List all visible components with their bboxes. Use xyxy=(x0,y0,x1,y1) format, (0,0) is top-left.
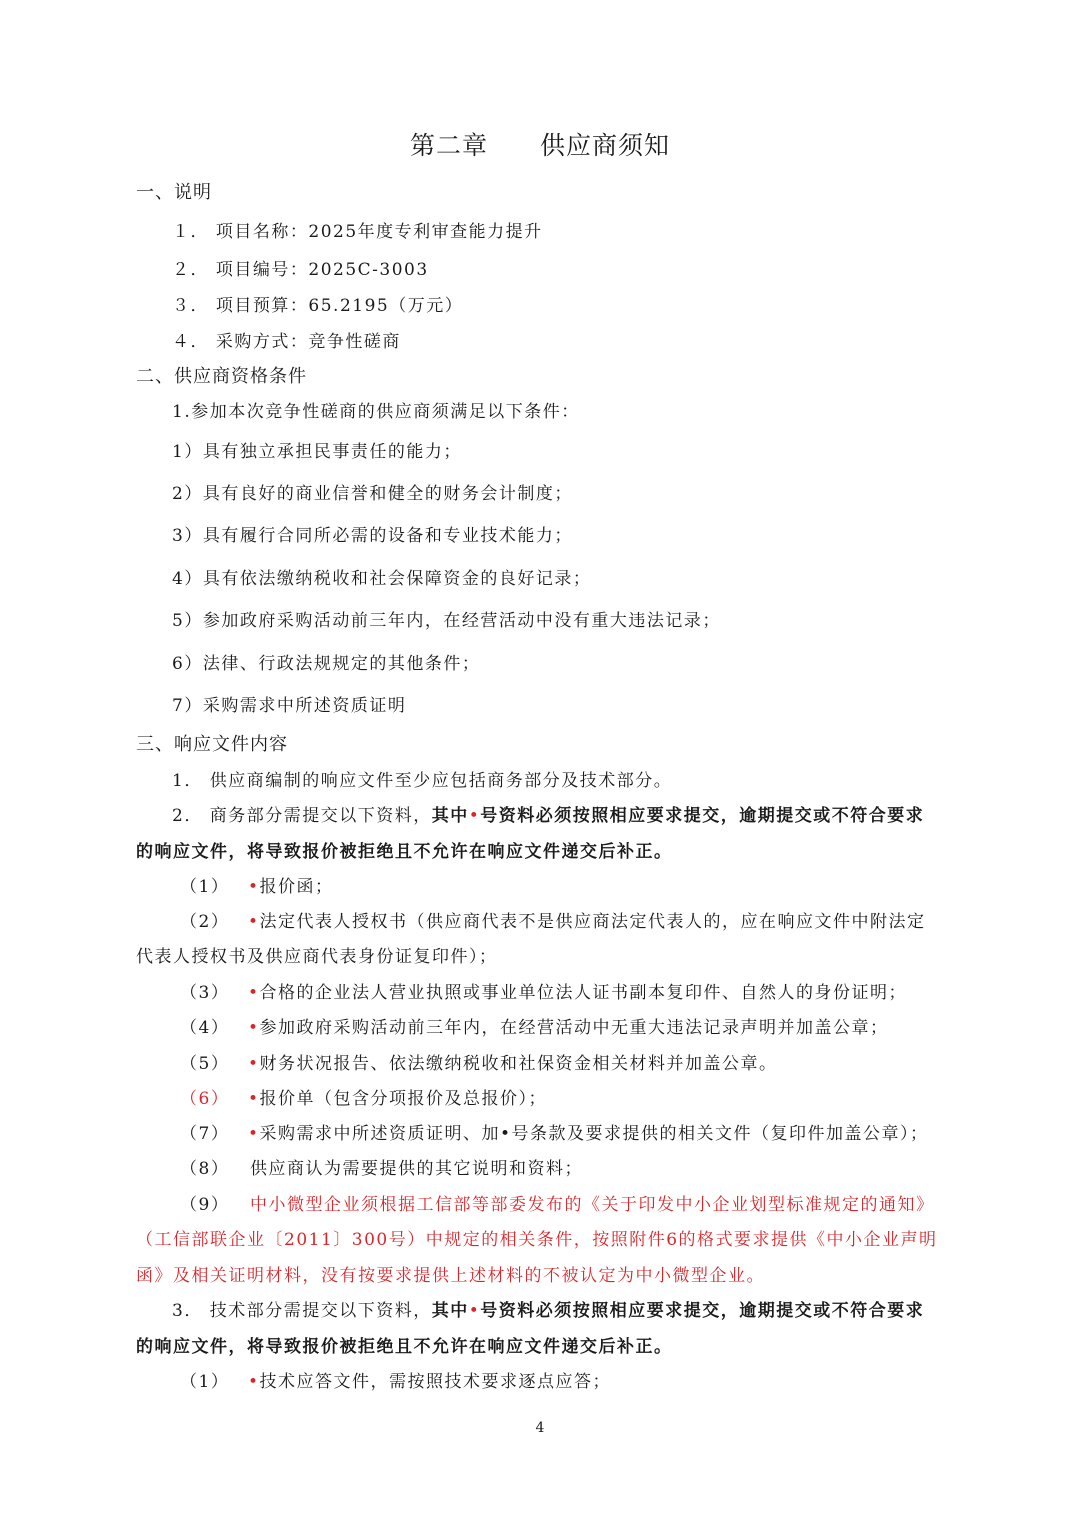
item-text: 报价单（包含分项报价及总报价）； xyxy=(259,1089,548,1109)
qualification-item: 2）具有良好的商业信誉和健全的财务会计制度； xyxy=(172,484,573,504)
business-item-cont: 代表人授权书及供应商代表身份证复印件）； xyxy=(136,947,498,967)
business-item xyxy=(180,1088,547,1110)
item-text: 参加政府采购活动前三年内，在经营活动中无重大违法记录声明并加盖公章； xyxy=(259,1018,889,1038)
item-text: 采购需求中所述资质证明、加•号条款及要求提供的相关文件（复印件加盖公章）； xyxy=(259,1124,929,1144)
chapter-title: 第二章 供应商须知 xyxy=(409,131,670,160)
bullet-marker: • xyxy=(248,877,260,897)
bullet-marker: • xyxy=(248,1124,260,1144)
item-number: （4） xyxy=(180,1018,230,1038)
item-text: 法定代表人授权书（供应商代表不是供应商法定代表人的，应在响应文件中附法定 xyxy=(259,912,926,932)
item-number: （3） xyxy=(180,983,230,1003)
bullet-marker: • xyxy=(468,806,481,826)
item-number: （7） xyxy=(180,1124,230,1144)
bullet-marker: • xyxy=(248,1018,260,1038)
bullet-marker: • xyxy=(248,983,260,1003)
qualification-item: 3）具有履行合同所必需的设备和专业技术能力； xyxy=(172,526,573,546)
business-item xyxy=(180,1158,583,1180)
page-number: 4 xyxy=(535,1420,545,1436)
response-para-2-cont: 的响应文件，将导致报价被拒绝且不允许在响应文件递交后补正。 xyxy=(136,842,673,862)
item-number: （2） xyxy=(180,912,230,932)
para-3-bold-b: 号资料必须按照相应要求提交，逾期提交或不符合要求 xyxy=(480,1301,925,1321)
bullet-marker: • xyxy=(248,1372,260,1392)
business-item xyxy=(180,1053,778,1075)
project-name-line: １． 项目名称：2025年度专利审查能力提升 xyxy=(172,222,543,242)
response-para-2 xyxy=(172,805,924,827)
technical-item xyxy=(180,1371,611,1393)
qualification-item: 7）采购需求中所述资质证明 xyxy=(172,696,407,716)
business-item xyxy=(180,982,907,1004)
para-3-bold-a: 其中 xyxy=(431,1301,469,1321)
business-item xyxy=(180,911,926,933)
item-number: （9） xyxy=(180,1195,230,1215)
para-2-lead: 2． 商务部分需提交以下资料， xyxy=(172,806,432,826)
qualification-item: 4）具有依法缴纳税收和社会保障资金的良好记录； xyxy=(172,569,592,589)
item-text: 中小微型企业须根据工信部等部委发布的《关于印发中小企业划型标准规定的通知》 xyxy=(250,1195,935,1215)
item-number: （8） xyxy=(180,1159,230,1179)
bullet-marker: • xyxy=(248,1054,260,1074)
item-text: 合格的企业法人营业执照或事业单位法人证书副本复印件、自然人的身份证明； xyxy=(259,983,908,1003)
sme-cont-1: （工信部联企业〔2011〕300号）中规定的相关条件，按照附件6的格式要求提供《中小企业声明 xyxy=(136,1230,938,1250)
section-heading-1: 一、说明 xyxy=(136,182,212,203)
item-text: 财务状况报告、依法缴纳税收和社保资金相关材料并加盖公章。 xyxy=(259,1054,778,1074)
para-2-bold-b: 号资料必须按照相应要求提交，逾期提交或不符合要求 xyxy=(480,806,925,826)
item-text: 技术应答文件，需按照技术要求逐点应答； xyxy=(259,1372,612,1392)
para-2-bold-a: 其中 xyxy=(431,806,469,826)
project-code-line: ２． 项目编号：2025C-3003 xyxy=(172,260,429,280)
business-item-sme xyxy=(180,1194,935,1216)
item-number: （6） xyxy=(180,1089,230,1109)
bullet-marker: • xyxy=(248,1089,260,1109)
section-heading-2: 二、供应商资格条件 xyxy=(136,366,307,387)
item-number: （5） xyxy=(180,1054,230,1074)
qualification-item: 5）参加政府采购活动前三年内，在经营活动中没有重大违法记录； xyxy=(172,611,721,631)
response-para-3-cont: 的响应文件，将导致报价被拒绝且不允许在响应文件递交后补正。 xyxy=(136,1337,673,1357)
para-3-lead: 3． 技术部分需提交以下资料， xyxy=(172,1301,432,1321)
item-number: （1） xyxy=(180,877,230,897)
bullet-marker: • xyxy=(248,912,260,932)
item-number: （1） xyxy=(180,1372,230,1392)
qualification-item: 1）具有独立承担民事责任的能力； xyxy=(172,442,462,462)
project-budget-line: ３． 项目预算：65.2195（万元） xyxy=(172,296,464,316)
qualification-intro: 1.参加本次竞争性磋商的供应商须满足以下条件： xyxy=(172,402,580,422)
response-para-1: 1． 供应商编制的响应文件至少应包括商务部分及技术部分。 xyxy=(172,771,673,791)
item-text: 报价函； xyxy=(259,877,334,897)
response-para-3 xyxy=(172,1300,924,1322)
procurement-method-line: ４． 采购方式：竞争性磋商 xyxy=(172,332,401,352)
sme-cont-2: 函》及相关证明材料，没有按要求提供上述材料的不被认定为中小微型企业。 xyxy=(136,1266,765,1286)
item-text: 供应商认为需要提供的其它说明和资料； xyxy=(250,1159,583,1179)
section-heading-3: 三、响应文件内容 xyxy=(136,734,288,755)
qualification-item: 6）法律、行政法规规定的其他条件； xyxy=(172,654,481,674)
business-item xyxy=(180,1017,889,1039)
business-item xyxy=(180,1123,929,1145)
bullet-marker: • xyxy=(468,1301,481,1321)
business-item xyxy=(180,876,334,898)
